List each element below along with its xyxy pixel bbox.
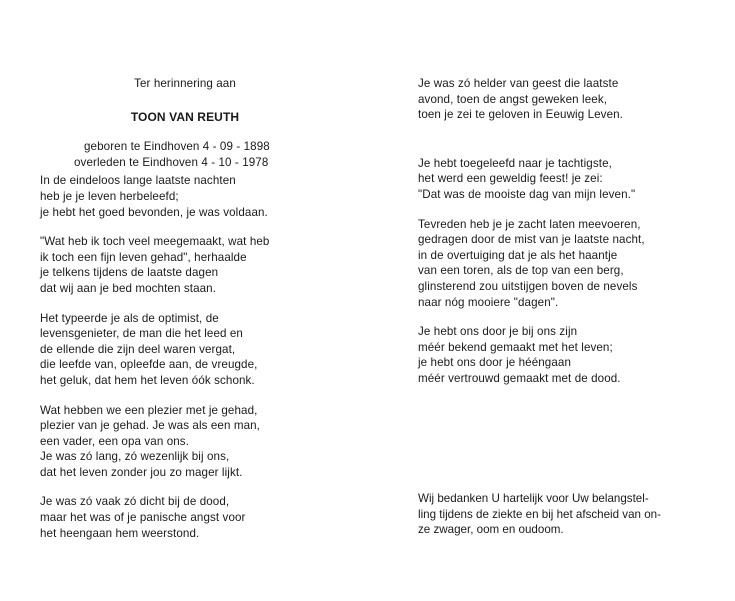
verse-line: toen je zei te geloven in Eeuwig Leven. — [418, 108, 623, 122]
verse-line: je telkens tijdens de laatste dagen — [40, 266, 219, 280]
verse-line: gedragen door de mist van je laatste nacht, — [418, 233, 645, 247]
verse-line: in de overtuiging dat je als het haantje — [418, 248, 618, 262]
verse-line: glinsterend zou uitstijgen boven de nevels — [418, 279, 638, 293]
thanks-line: ze zwager, oom en oudoom. — [418, 523, 564, 537]
verse-line: Je was zó lang, zó wezenlijk bij ons, — [40, 450, 230, 464]
verse-line: Je hebt ons door je bij ons zijn — [418, 325, 578, 339]
verse-line: plezier van je gehad. Je was als een man, — [40, 419, 260, 433]
verse-line: avond, toen de angst geweken leek, — [418, 92, 608, 106]
intro-text: Ter herinnering aan — [134, 77, 236, 90]
verse-line: de ellende die zijn deel waren vergat, — [40, 342, 236, 356]
verse-line: maar het was of je panische angst voor — [40, 511, 246, 525]
verse-line: levensgenieter, de man die het leed en — [40, 327, 243, 341]
verse-line: "Wat heb ik toch veel meegemaakt, wat heb — [40, 235, 270, 249]
verse-line: Het typeerde je als de optimist, de — [40, 311, 219, 325]
verse-line: een vader, een opa van ons. — [40, 434, 190, 448]
verse-line: Wat hebben we een plezier met je gehad, — [40, 403, 258, 417]
verse-line: die leefde van, opleefde aan, de vreugde, — [40, 358, 258, 372]
right-stanza-3 — [418, 217, 718, 311]
verse-line: ik toch een fijn leven gehad", herhaalde — [40, 250, 247, 264]
right-stanza-2 — [418, 156, 718, 203]
right-stanza-4 — [418, 324, 718, 386]
verse-line: méér vertrouwd gemaakt met de dood. — [418, 371, 621, 385]
verse-line: méér bekend gemaakt met het leven; — [418, 340, 613, 354]
left-stanza-5 — [40, 494, 350, 541]
verse-line: heb je je leven herbeleefd; — [40, 189, 179, 203]
verse-line: dat het leven zonder jou zo mager lijkt. — [40, 465, 243, 479]
dates-block — [74, 139, 350, 170]
verse-line: In de eindeloos lange laatste nachten — [40, 174, 236, 188]
left-stanza-3 — [40, 311, 350, 389]
left-stanza-1 — [40, 173, 350, 220]
verse-line: het heengaan hem weerstond. — [40, 526, 200, 540]
death-line: overleden te Eindhoven 4 - 10 - 1978 — [74, 155, 269, 169]
birth-line: geboren te Eindhoven 4 - 09 - 1898 — [84, 140, 270, 154]
deceased-name: TOON VAN REUTH — [130, 109, 240, 124]
verse-line: Je was zó vaak zó dicht bij de dood, — [40, 495, 230, 509]
verse-line: je hebt het goed bevonden, je was voldaan. — [40, 205, 268, 219]
verse-line: van een toren, als de top van een berg, — [418, 264, 624, 278]
right-column — [418, 76, 718, 387]
thank-you-note — [418, 491, 718, 538]
verse-line: naar nóg mooiere "dagen". — [418, 295, 559, 309]
verse-line: "Dat was de mooiste dag van mijn leven." — [418, 187, 636, 201]
verse-line: je hebt ons door je hééngaan — [418, 356, 571, 370]
verse-line: Tevreden heb je je zacht laten meevoeren, — [418, 217, 641, 231]
right-stanza-1 — [418, 76, 718, 123]
verse-line: Je hebt toegeleefd naar je tachtigste, — [418, 156, 612, 170]
thanks-line: Wij bedanken U hartelijk voor Uw belangstel- — [418, 492, 649, 505]
verse-line: het werd een geweldig feest! je zei: — [418, 172, 603, 186]
thanks-line: ling tijdens de ziekte en bij het afscheid van on- — [418, 507, 661, 521]
verse-line: Je was zó helder van geest die laatste — [418, 77, 619, 90]
verse-line: het geluk, dat hem het leven óók schonk. — [40, 373, 255, 387]
verse-line: dat wij aan je bed mochten staan. — [40, 281, 217, 295]
left-column — [40, 76, 350, 541]
left-stanza-2 — [40, 234, 350, 296]
left-stanza-4 — [40, 403, 350, 481]
